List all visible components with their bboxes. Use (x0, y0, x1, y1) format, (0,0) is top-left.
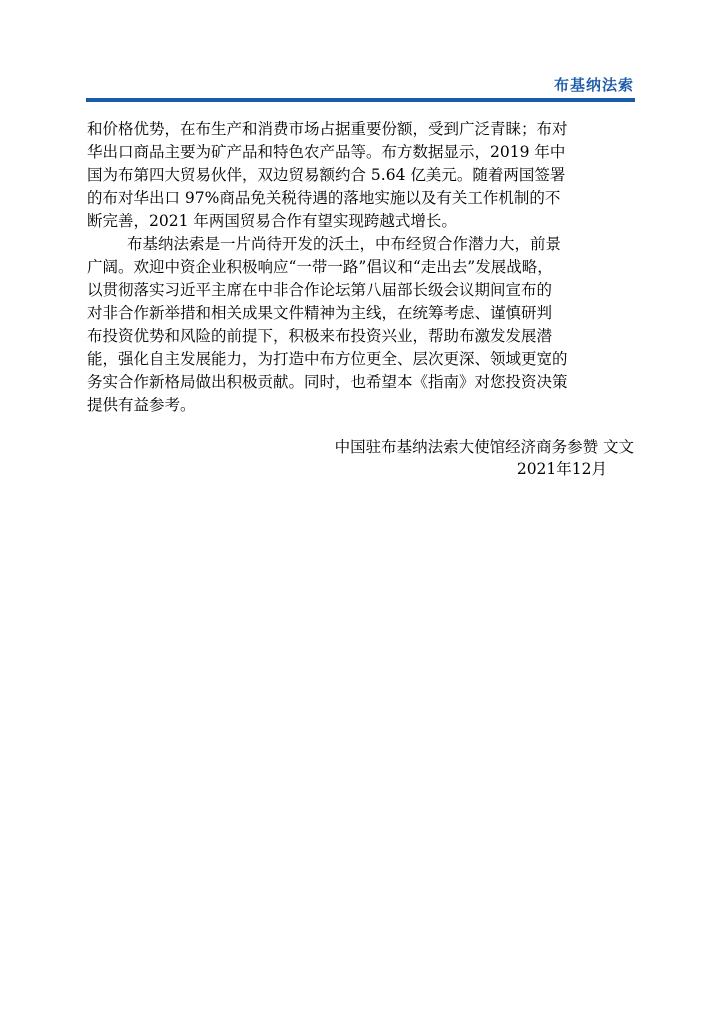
header-divider (86, 98, 635, 102)
body-text (87, 118, 635, 417)
body-line: 华出口商品主要为矿产品和特色农产品等。布方数据显示，2019 年中 (87, 143, 566, 161)
body-line: 布投资优势和风险的前提下，积极来布投资兴业，帮助布激发发展潜 (87, 327, 553, 345)
body-line: 能，强化自主发展能力，为打造中布方位更全、层次更深、领域更宽的 (87, 350, 568, 368)
signature-block (335, 436, 634, 480)
signature-author: 中国驻布基纳法索大使馆经济商务参赞 文文 (334, 438, 634, 456)
body-line: 广阔。欢迎中资企业积极响应“一带一路”倡议和“走出去”发展战略， (87, 258, 553, 276)
body-line: 的布对华出口 97%商品免关税待遇的落地实施以及有关工作机制的不 (87, 189, 561, 207)
paragraph-start-line: 布基纳法索是一片尚待开发的沃土，中布经贸合作潜力大，前景 (127, 235, 562, 253)
body-line: 提供有益参考。 (87, 396, 196, 414)
body-line: 断完善，2021 年两国贸易合作有望实现跨越式增长。 (87, 212, 457, 230)
signature-date: 2021年12月 (516, 460, 607, 478)
body-line: 和价格优势，在布生产和消费市场占据重要份额，受到广泛青睐；布对 (87, 120, 568, 138)
body-line: 务实合作新格局做出积极贡献。同时，也希望本《指南》对您投资决策 (87, 373, 568, 391)
body-line: 以贯彻落实习近平主席在中非合作论坛第八届部长级会议期间宣布的 (87, 281, 553, 299)
body-line: 对非合作新举措和相关成果文件精神为主线，在统筹考虑、谨慎研判 (87, 304, 553, 322)
running-header-title: 布基纳法索 (553, 76, 634, 94)
body-line: 国为布第四大贸易伙伴，双边贸易额约合 5.64 亿美元。随着两国签署 (87, 166, 566, 184)
